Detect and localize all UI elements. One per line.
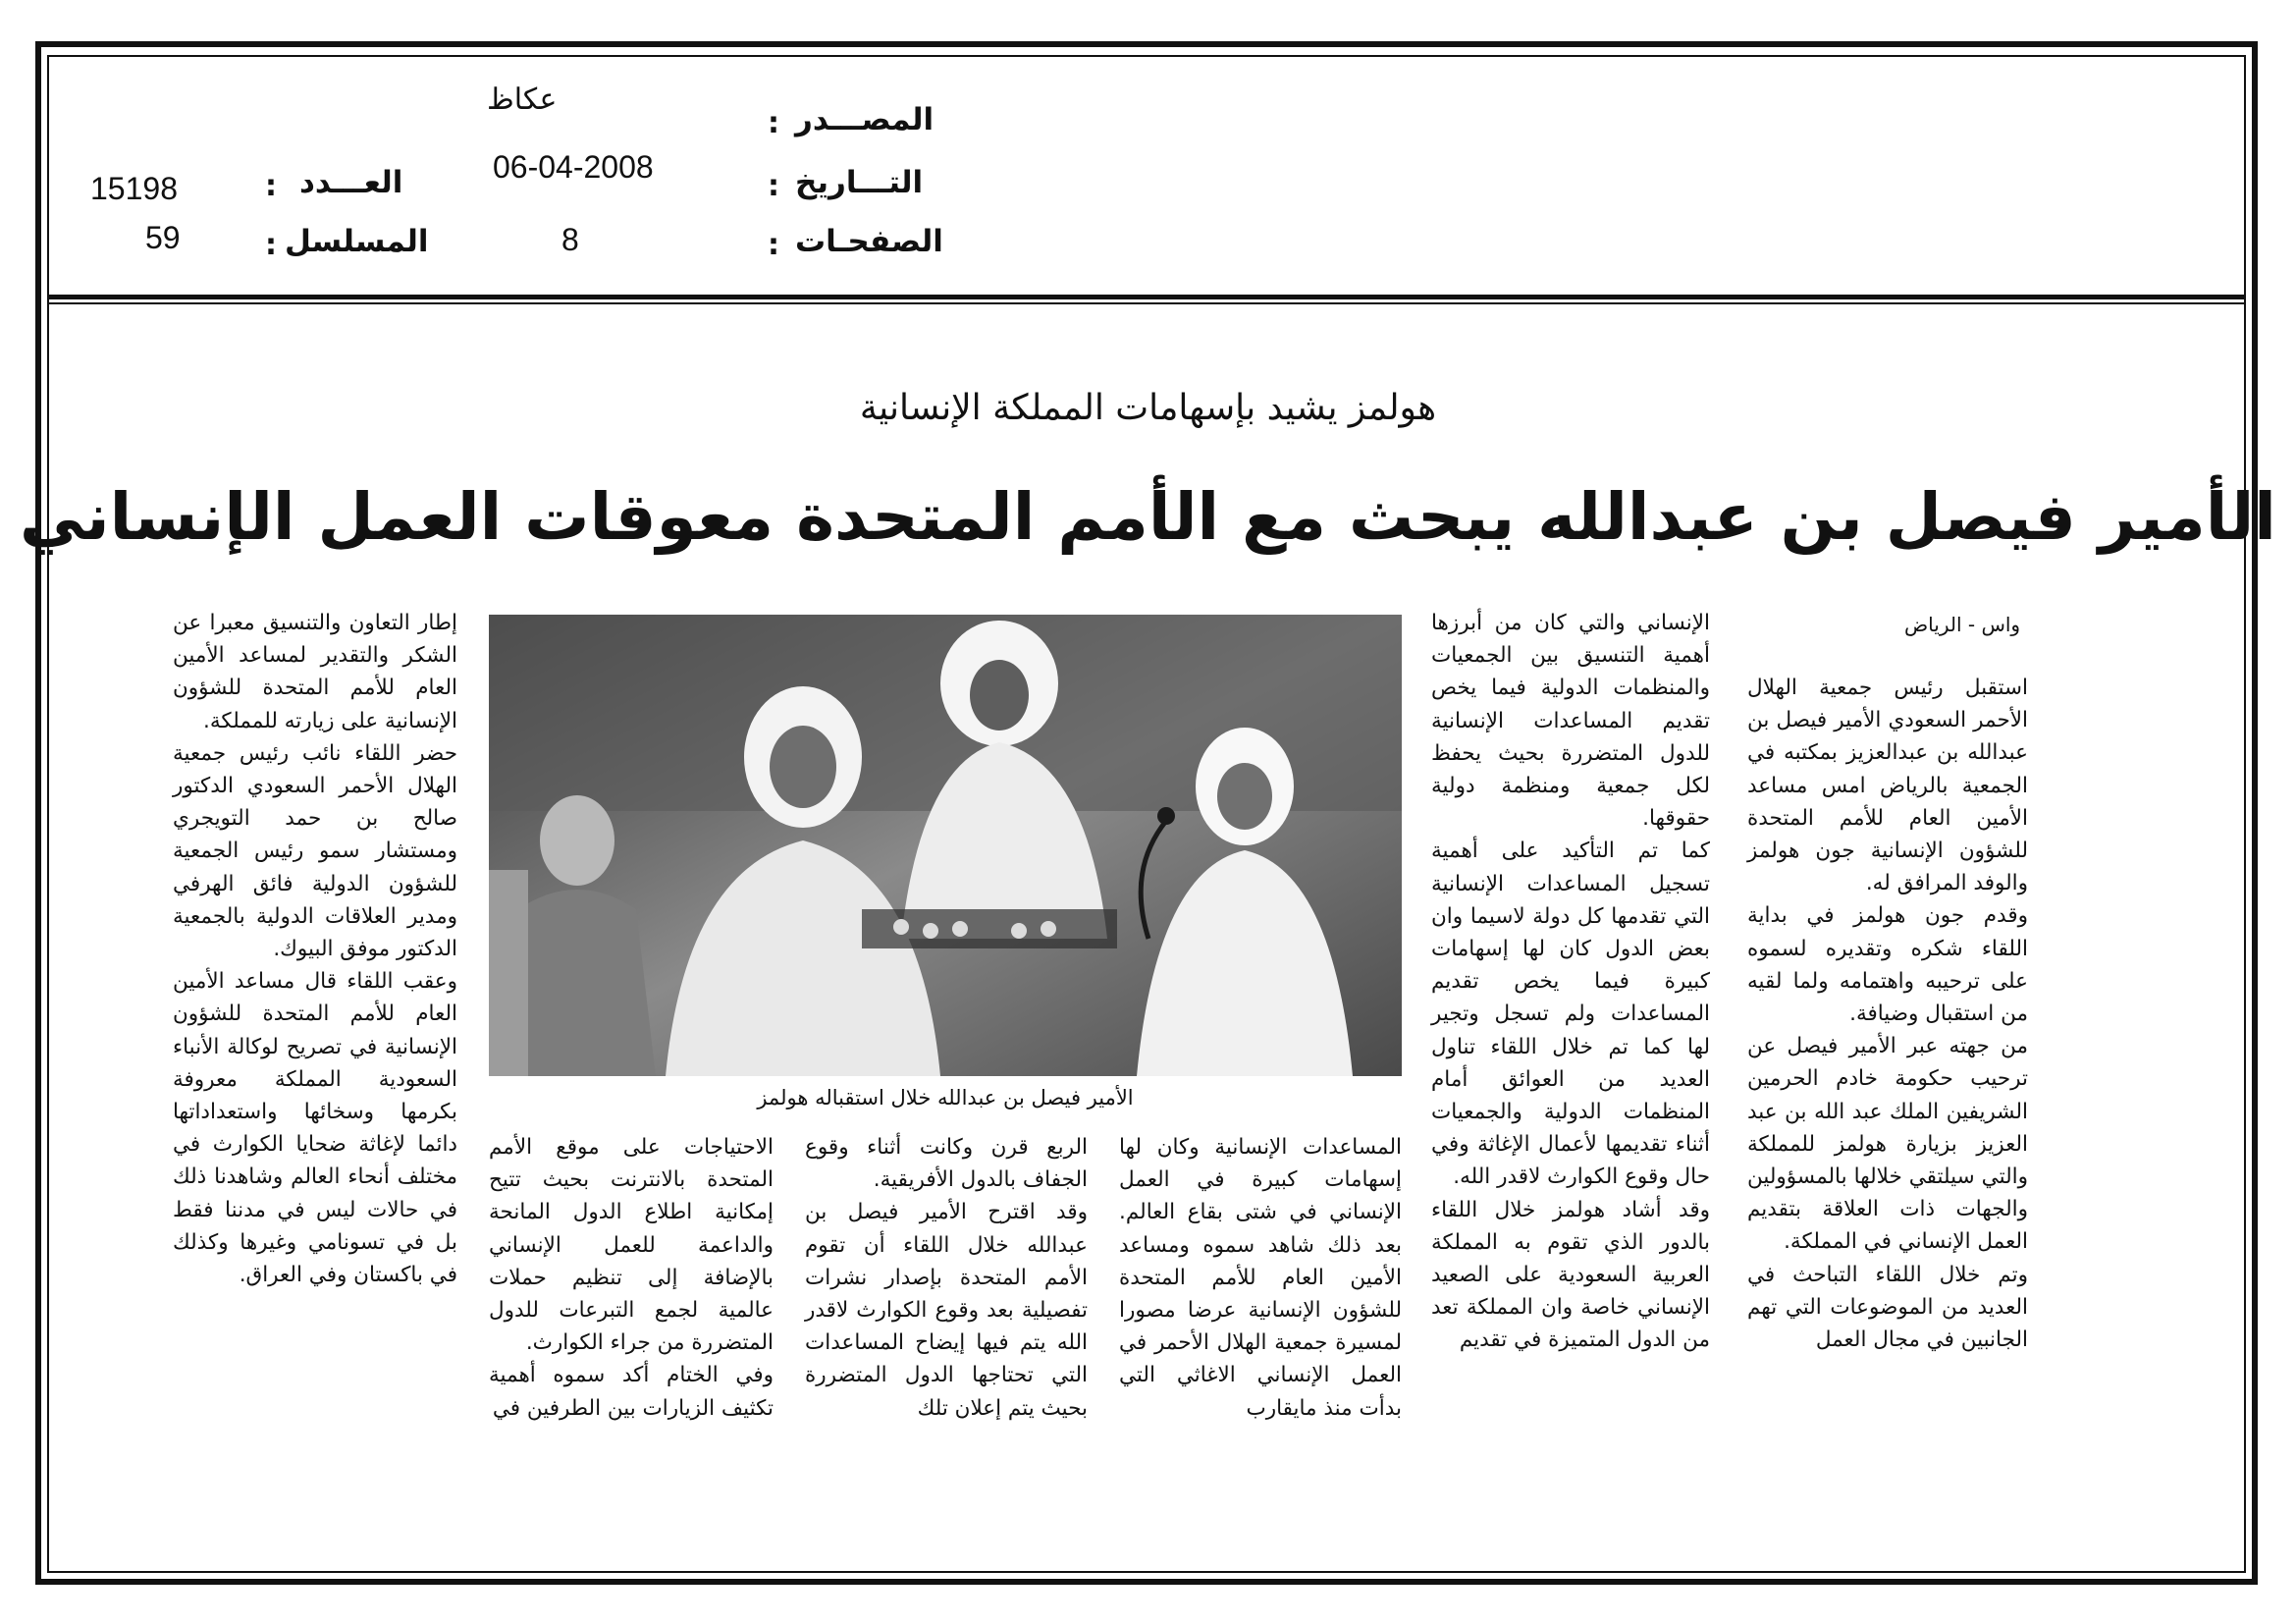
header-divider bbox=[47, 295, 2246, 299]
photo-illustration bbox=[489, 615, 1402, 1076]
issue-label: العـــدد bbox=[299, 165, 403, 200]
date-label: التـــاريخ bbox=[795, 165, 924, 200]
pages-label: الصفحـات bbox=[795, 224, 943, 259]
paragraph: الاحتياجات على موقع الأمم المتحدة بالانترنت بحيث تتيح إمكانية اطلاع الدول المانحة والداعمة للعمل الإنساني بالإضافة إلى تنظيم حملات عالمية لجمع التبرعات للدول المتضررة من جراء الكوارث. bbox=[489, 1135, 774, 1356]
article-column-5 bbox=[489, 1131, 774, 1425]
paragraph: المساعدات الإنسانية وكان لها إسهامات كبيرة في العمل الإنساني في شتى بقاع العالم. بعد ذلك شاهد سموه ومساعد الأمين العام للأمم المتحدة للشؤون الإنسانية عرضا مصورا لمسيرة جمعية الهلال الأحمر في العمل الإنساني الاغاثي التي بدأت منذ مايقارب bbox=[1119, 1135, 1402, 1421]
article-column-1 bbox=[1747, 672, 2028, 1356]
source-colon: : bbox=[768, 106, 779, 140]
paragraph: وقد أشاد هولمز خلال اللقاء بالدور الذي تقوم به المملكة العربية السعودية على الصعيد الإنساني خاصة وان المملكة تعد من الدول المتميزة في تقديم bbox=[1431, 1197, 1710, 1353]
serial-colon: : bbox=[265, 228, 277, 262]
paragraph: الربع قرن وكانت أثناء وقوع الجفاف بالدول الأفريقية. bbox=[805, 1135, 1088, 1193]
paragraph: وفي الختام أكد سموه أهمية تكثيف الزيارات بين الطرفين في bbox=[489, 1363, 774, 1421]
article-column-4 bbox=[805, 1131, 1088, 1425]
issue-colon: : bbox=[265, 169, 277, 203]
source-value: عكاظ bbox=[487, 83, 558, 116]
article-photo bbox=[489, 615, 1402, 1076]
date-colon: : bbox=[768, 169, 779, 203]
article-headline: الأمير فيصل بن عبدالله يبحث مع الأمم المتحدة معوقات العمل الإنساني bbox=[20, 479, 2276, 555]
paragraph: كما تم التأكيد على أهمية تسجيل المساعدات الإنسانية التي تقدمها كل دولة لاسيما وان بعض الدول كان لها إسهامات كبيرة فيما يخص تقديم المساعدات ولم تسجل وتجير لها كما تم خلال اللقاء تناول العديد من العوائق أمام المنظمات الدولية والجمعيات أثناء تقديمها لأعمال الإغاثة وفي حال وقوع الكوارث لاقدر الله. bbox=[1431, 839, 1710, 1190]
paragraph: الإنساني والتي كان من أبرزها أهمية التنسيق بين الجمعيات والمنظمات الدولية فيما يخص تقديم المساعدات الإنسانية للدول المتضررة بحيث يحفظ لكل جمعية ومنظمة دولية حقوقها. bbox=[1431, 611, 1710, 832]
date-value: 06-04-2008 bbox=[493, 149, 654, 185]
photo-caption: الأمير فيصل بن عبدالله خلال استقباله هولمز bbox=[757, 1086, 1134, 1110]
paragraph: وتم خلال اللقاء التباحث في العديد من الموضوعات التي تهم الجانبين في مجال العمل bbox=[1747, 1262, 2028, 1353]
paragraph: استقبل رئيس جمعية الهلال الأحمر السعودي الأمير فيصل بن عبدالله بن عبدالعزيز بمكتبه في الجمعية بالرياض امس مساعد الأمين العام للأمم المتحدة للشؤون الإنسانية جون هولمز والوفد المرافق له. bbox=[1747, 676, 2028, 896]
source-label: المصـــدر bbox=[795, 102, 934, 137]
article-dateline: واس - الرياض bbox=[1904, 613, 2021, 636]
header-divider-thin bbox=[47, 302, 2246, 304]
paragraph: وقدم جون هولمز في بداية اللقاء شكره وتقديره لسموه على ترحيبه واهتمامه ولما لقيه من استقبال وضيافة. bbox=[1747, 903, 2028, 1027]
paragraph: حضر اللقاء نائب رئيس جمعية الهلال الأحمر السعودي الدكتور صالح بن حمد التويجري ومستشار سمو رئيس الجمعية للشؤون الدولية فائق الهرفي ومدير العلاقات الدولية بالجمعية الدكتور موفق البيوك. bbox=[173, 740, 457, 962]
paragraph: وقد اقترح الأمير فيصل بن عبدالله خلال اللقاء أن تقوم الأمم المتحدة بإصدار نشرات تفصيلية بعد وقوع الكوارث لاقدر الله يتم فيها إيضاح المساعدات التي تحتاجها الدول المتضررة بحيث يتم إعلان تلك bbox=[805, 1200, 1088, 1421]
serial-value: 59 bbox=[145, 220, 181, 255]
pages-value: 8 bbox=[561, 222, 579, 257]
article-column-3 bbox=[1119, 1131, 1402, 1425]
paragraph: إطار التعاون والتنسيق معبرا عن الشكر والتقدير لمساعد الأمين العام للأمم المتحدة للشؤون الإنسانية على زيارته للمملكة. bbox=[173, 611, 457, 733]
article-column-6 bbox=[173, 607, 457, 1291]
serial-label: المسلسل bbox=[285, 224, 429, 259]
paragraph: وعقب اللقاء قال مساعد الأمين العام للأمم المتحدة للشؤون الإنسانية في تصريح لوكالة الأنباء السعودية المملكة معروفة بكرمها وسخائها واستعداداتها دائما لإغاثة ضحايا الكوارث في مختلف أنحاء العالم وشاهدنا ذلك في حالات ليس في مدننا فقط بل في تسونامي وغيرها وكذلك في باكستان وفي العراق. bbox=[173, 969, 457, 1288]
pages-colon: : bbox=[768, 228, 779, 262]
issue-value: 15198 bbox=[90, 171, 178, 206]
article-kicker: هولمز يشيد بإسهامات المملكة الإنسانية bbox=[859, 388, 1437, 428]
article-column-2 bbox=[1431, 607, 1710, 1357]
paragraph: من جهته عبر الأمير فيصل عن ترحيب حكومة خادم الحرمين الشريفين الملك عبد الله بن عبد العزيز بزيارة هولمز للمملكة والتي سيلتقي خلالها بالمسؤولين والجهات ذات العلاقة بتقديم العمل الإنساني في المملكة. bbox=[1747, 1034, 2028, 1255]
